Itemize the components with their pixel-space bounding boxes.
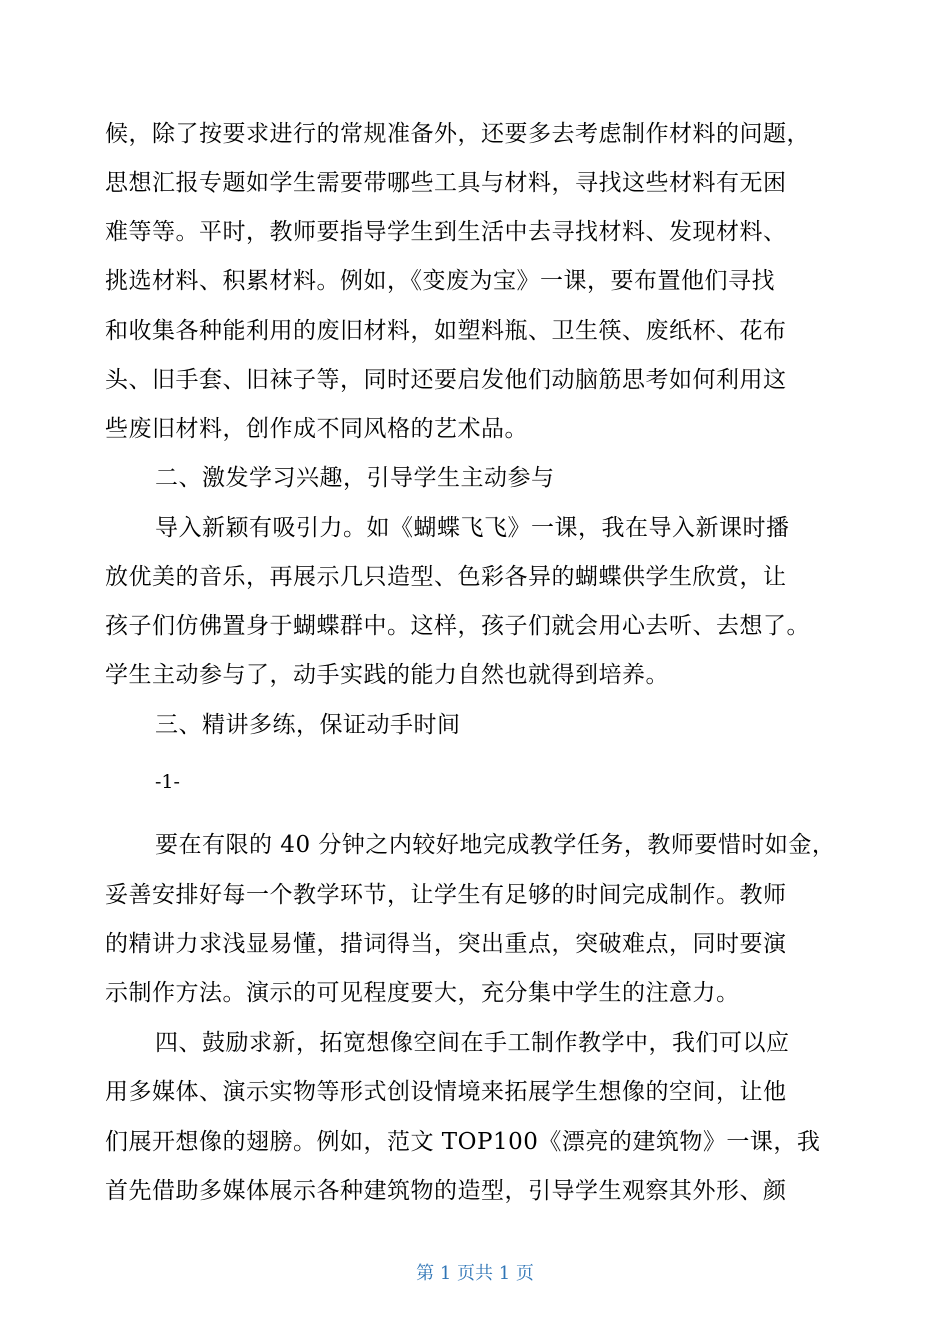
paragraph-line: 导入新颖有吸引力。如《蝴蝶飞飞》一课，我在导入新课时播 [155, 515, 790, 541]
paragraph-line: 的精讲力求浅显易懂，措词得当，突出重点，突破难点，同时要演 [105, 931, 787, 957]
paragraph-line: 难等等。平时，教师要指导学生到生活中去寻找材料、发现材料、 [105, 219, 787, 245]
paragraph-line: 挑选材料、积累材料。例如，《变废为宝》一课，要布置他们寻找 [105, 268, 775, 294]
paragraph-line: 些废旧材料，创作成不同风格的艺术品。 [105, 416, 528, 442]
paragraph-line: 们展开想像的翅膀。例如，范文 TOP100《漂亮的建筑物》一课，我 [105, 1129, 821, 1155]
section-heading: 二、激发学习兴趣，引导学生主动参与 [155, 465, 555, 491]
page-footer: 第 1 页共 1 页 [416, 1263, 534, 1284]
paragraph-line: 用多媒体、演示实物等形式创设情境来拓展学生想像的空间，让他 [105, 1079, 787, 1105]
paragraph-line: 候，除了按要求进行的常规准备外，还要多去考虑制作材料的问题， [105, 121, 810, 147]
section-heading: 四、鼓励求新，拓宽想像空间在手工制作教学中，我们可以应 [155, 1030, 790, 1056]
page-marker: -1- [155, 771, 180, 793]
paragraph-line: 学生主动参与了，动手实践的能力自然也就得到培养。 [105, 662, 669, 688]
paragraph-line: 孩子们仿佛置身于蝴蝶群中。这样，孩子们就会用心去听、去想了。 [105, 613, 810, 639]
paragraph-line: 要在有限的 40 分钟之内较好地完成教学任务，教师要惜时如金， [155, 832, 836, 858]
paragraph-line: 首先借助多媒体展示各种建筑物的造型，引导学生观察其外形、颜 [105, 1178, 787, 1204]
paragraph-line: 放优美的音乐，再展示几只造型、色彩各异的蝴蝶供学生欣赏，让 [105, 564, 787, 590]
paragraph-line: 示制作方法。演示的可见程度要大，充分集中学生的注意力。 [105, 980, 740, 1006]
paragraph-line: 和收集各种能利用的废旧材料，如塑料瓶、卫生筷、废纸杯、花布 [105, 318, 787, 344]
paragraph-line: 思想汇报专题如学生需要带哪些工具与材料，寻找这些材料有无困 [105, 170, 787, 196]
paragraph-line: 头、旧手套、旧袜子等，同时还要启发他们动脑筋思考如何利用这 [105, 367, 787, 393]
paragraph-line: 妥善安排好每一个教学环节，让学生有足够的时间完成制作。教师 [105, 882, 787, 908]
section-heading: 三、精讲多练，保证动手时间 [155, 712, 461, 738]
